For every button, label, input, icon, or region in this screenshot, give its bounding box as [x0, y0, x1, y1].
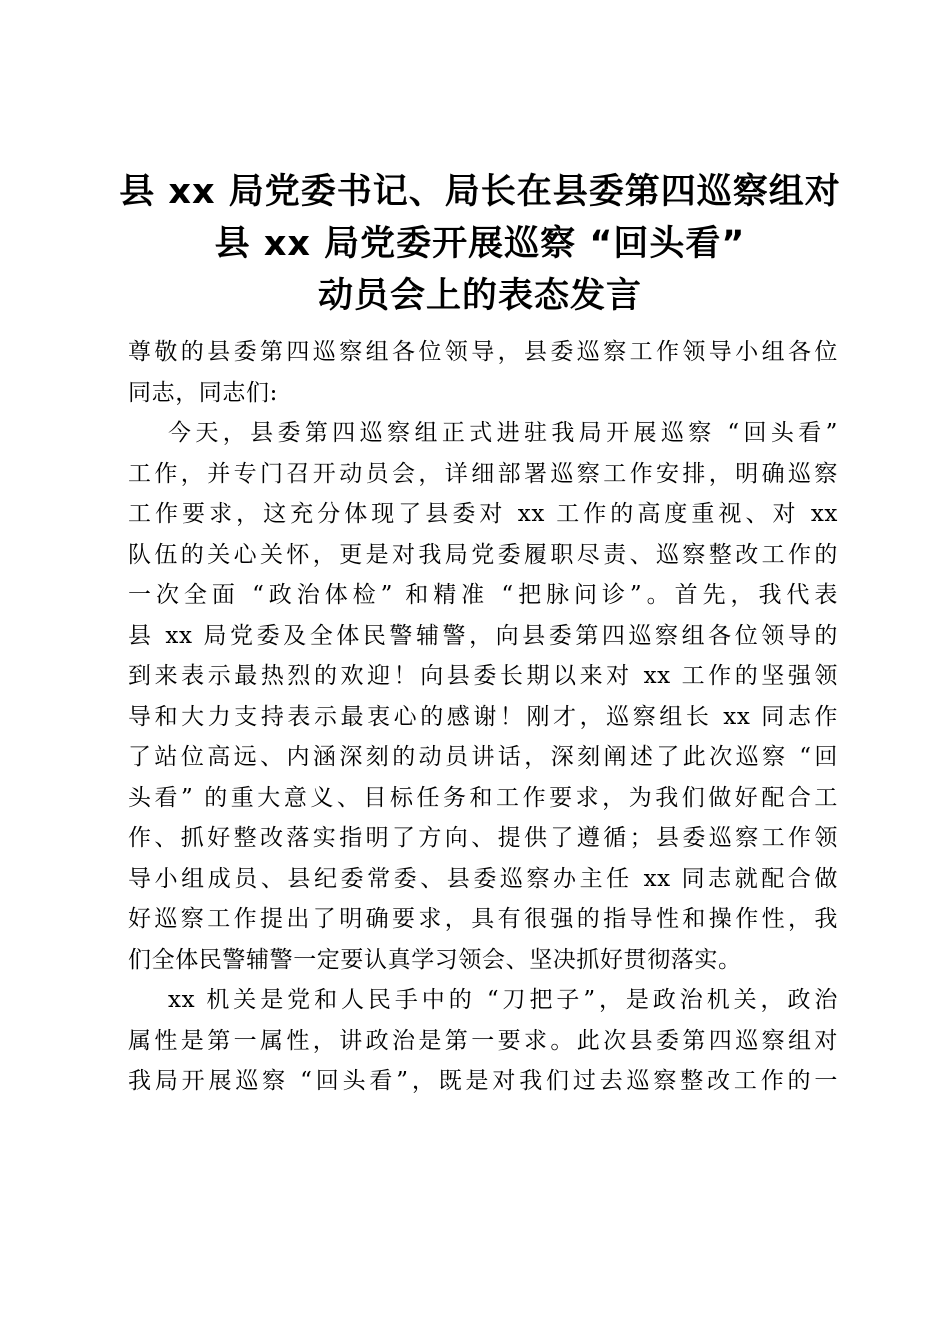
body-line: xx 机关是党和人民手中的 “刀把子”，是政治机关，政治 — [168, 987, 838, 1013]
document-title — [100, 166, 860, 322]
body-line: 我局开展巡察 “回头看”，既是对我们过去巡察整改工作的一 — [128, 1068, 838, 1094]
title-line-1: 县 xx 局党委书记、局长在县委第四巡察组对 — [119, 172, 841, 212]
body-line: 头看” 的重大意义、目标任务和工作要求，为我们做好配合工 — [128, 784, 838, 811]
body-line: 了站位高远、内涵深刻的动员讲话，深刻阐述了此次巡察 “回 — [128, 744, 838, 770]
body-line: 到来表示最热烈的欢迎！向县委长期以来对 xx 工作的坚强领 — [128, 663, 838, 689]
body-line: 工作要求，这充分体现了县委对 xx 工作的高度重视、对 xx — [128, 501, 838, 527]
body-line: 工作，并专门召开动员会，详细部署巡察工作安排，明确巡察 — [128, 460, 838, 487]
document-body — [128, 332, 838, 1102]
body-line: 好巡察工作提出了明确要求，具有很强的指导性和操作性，我 — [128, 906, 838, 932]
body-line: 尊敬的县委第四巡察组各位领导，县委巡察工作领导小组各位 — [128, 339, 838, 365]
body-line: 县 xx 局党委及全体民警辅警，向县委第四巡察组各位领导的 — [128, 622, 838, 649]
body-line: 今天，县委第四巡察组正式进驻我局开展巡察 “回头看” — [168, 420, 838, 446]
body-line: 作、抓好整改落实指明了方向、提供了遵循；县委巡察工作领 — [128, 825, 838, 851]
body-line: 们全体民警辅警一定要认真学习领会、坚决抓好贯彻落实。 — [128, 946, 742, 973]
body-line: 队伍的关心关怀，更是对我局党委履职尽责、巡察整改工作的 — [128, 541, 838, 568]
body-line: 导和大力支持表示最衷心的感谢！刚才，巡察组长 xx 同志作 — [128, 703, 838, 730]
title-line-2: 县 xx 局党委开展巡察 “回头看” — [214, 224, 746, 264]
body-line: 导小组成员、县纪委常委、县委巡察办主任 xx 同志就配合做 — [128, 865, 838, 892]
body-line: 同志，同志们: — [128, 379, 278, 406]
title-line-3: 动员会上的表态发言 — [317, 276, 642, 316]
body-line: 属性是第一属性，讲政治是第一要求。此次县委第四巡察组对 — [128, 1027, 838, 1054]
body-line: 一次全面 “政治体检” 和精准 “把脉问诊”。首先，我代表 — [128, 582, 838, 608]
